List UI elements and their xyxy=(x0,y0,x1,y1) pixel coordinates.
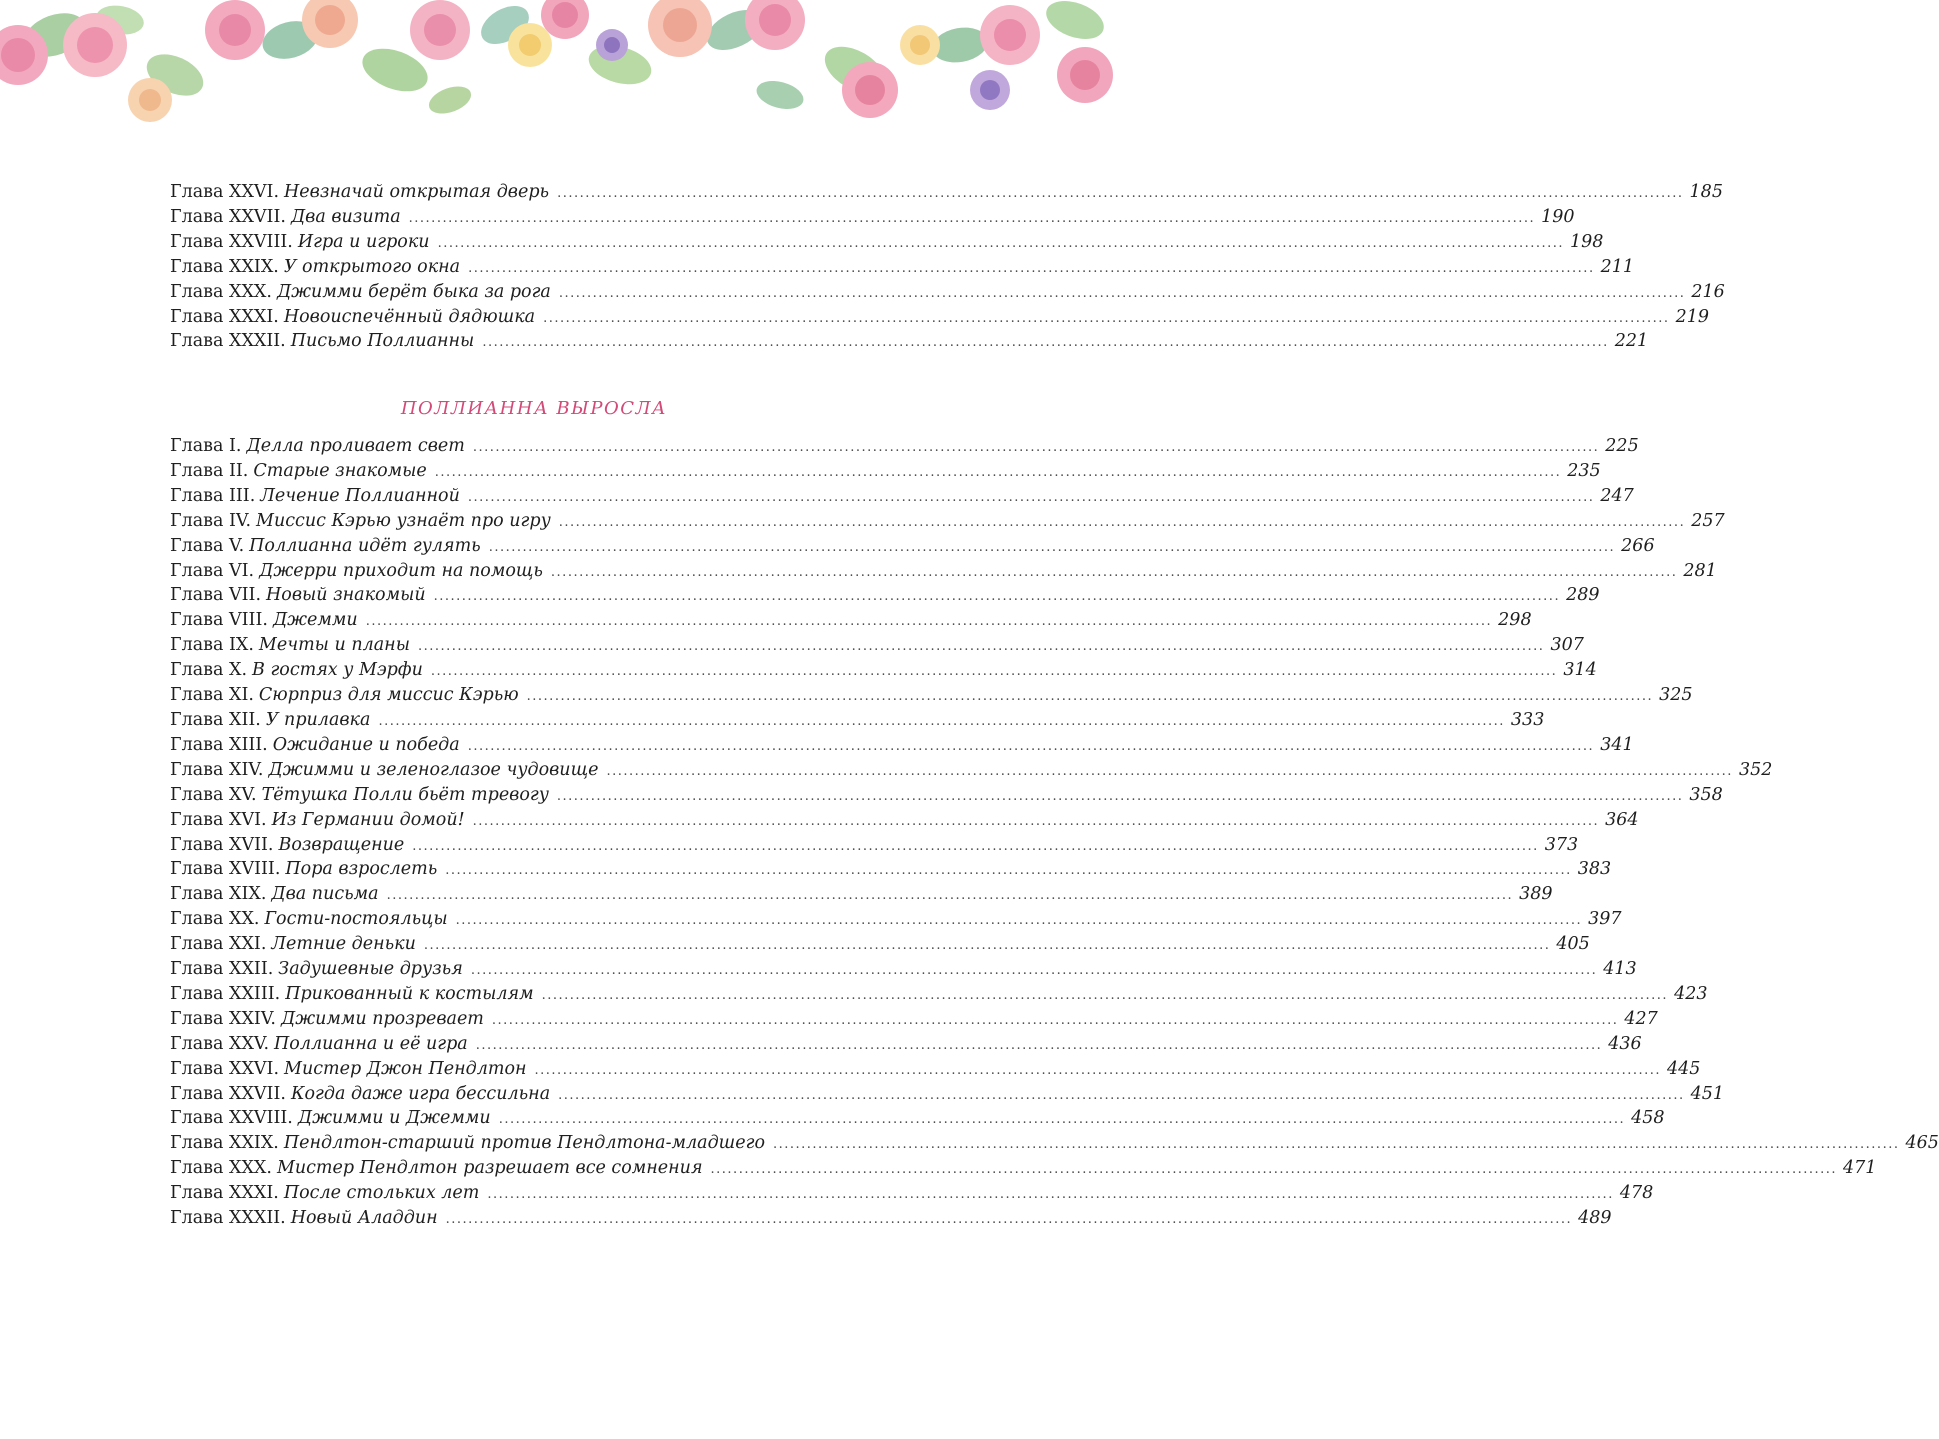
toc-entry xyxy=(170,708,1545,733)
chapter-label: Глава V. xyxy=(170,535,245,556)
dot-leader: ........................................................................................................................................................................................................ xyxy=(534,1062,1661,1078)
chapter-title: Два письма xyxy=(271,884,379,905)
dot-leader: ........................................................................................................................................................................................................ xyxy=(472,813,1600,829)
page-number: 314 xyxy=(1563,660,1597,681)
toc-entry xyxy=(170,1206,1612,1231)
chapter-label: Глава XI. xyxy=(170,685,254,706)
toc-entry xyxy=(170,205,1575,230)
toc-entry xyxy=(170,1181,1654,1206)
chapter-label: Глава XXVII. xyxy=(170,206,286,227)
dot-leader: ........................................................................................................................................................................................................ xyxy=(526,689,1654,705)
dot-leader: ........................................................................................................................................................................................................ xyxy=(470,963,1598,979)
chapter-title: Ожидание и победа xyxy=(272,734,460,755)
chapter-title: Джимми и Джемми xyxy=(297,1108,491,1129)
dot-leader: ........................................................................................................................................................................................................ xyxy=(365,614,1493,630)
chapter-label: Глава III. xyxy=(170,485,256,506)
chapter-label: Глава XXVIII. xyxy=(170,1108,293,1129)
chapter-label: Глава VII. xyxy=(170,585,262,606)
page-number: 216 xyxy=(1691,281,1725,302)
page-number: 383 xyxy=(1577,859,1612,880)
chapter-label: Глава XXIV. xyxy=(170,1008,276,1029)
page-number: 333 xyxy=(1510,709,1545,730)
dot-leader: ........................................................................................................................................................................................................ xyxy=(472,440,1600,455)
section-heading: ПОЛЛИАННА ВЫРОСЛА xyxy=(400,398,668,419)
chapter-label: Глава XXVI. xyxy=(170,182,280,202)
dot-leader: ........................................................................................................................................................................................................ xyxy=(498,1112,1626,1128)
chapter-title: Джемми xyxy=(272,610,358,631)
chapter-title: Письмо Поллианны xyxy=(290,331,475,352)
dot-leader: ........................................................................................................................................................................................................ xyxy=(606,763,1733,779)
page-number: 436 xyxy=(1608,1033,1642,1054)
page-number: 219 xyxy=(1675,306,1709,327)
page-number: 185 xyxy=(1689,182,1723,202)
page-number: 413 xyxy=(1603,959,1637,980)
toc-entry xyxy=(170,280,1725,305)
dot-leader: ........................................................................................................................................................................................................ xyxy=(467,738,1595,754)
chapter-label: Глава XXX. xyxy=(170,281,272,302)
dot-leader: ........................................................................................................................................................................................................ xyxy=(550,564,1678,580)
chapter-label: Глава XXVI. xyxy=(170,1058,280,1079)
toc-entry xyxy=(170,982,1708,1007)
chapter-title: Джимми берёт быка за рога xyxy=(276,281,551,302)
page-number: 489 xyxy=(1578,1208,1612,1229)
toc-entry xyxy=(170,559,1717,584)
page-number: 325 xyxy=(1659,685,1693,706)
chapter-title: Невзначай открытая дверь xyxy=(284,182,550,202)
page-number: 221 xyxy=(1614,331,1649,352)
dot-leader: ........................................................................................................................................................................................................ xyxy=(557,186,1684,201)
dot-leader: ........................................................................................................................................................................................................ xyxy=(455,913,1583,929)
dot-leader: ........................................................................................................................................................................................................ xyxy=(558,1087,1685,1103)
chapter-label: Глава IX. xyxy=(170,635,254,656)
chapter-title: Поллианна и её игра xyxy=(274,1033,468,1054)
chapter-label: Глава II. xyxy=(170,460,249,481)
dot-leader: ........................................................................................................................................................................................................ xyxy=(430,664,1558,680)
toc-entry xyxy=(170,434,1639,459)
page-number: 451 xyxy=(1690,1083,1725,1104)
toc-entry xyxy=(170,509,1725,534)
dot-leader: ........................................................................................................................................................................................................ xyxy=(710,1162,1837,1178)
page-number: 389 xyxy=(1519,884,1553,905)
chapter-title: Летние деньки xyxy=(271,934,416,955)
chapter-title: У прилавка xyxy=(265,709,371,730)
chapter-title: В гостях у Мэрфи xyxy=(252,660,423,681)
chapter-title: Из Германии домой! xyxy=(271,809,465,830)
chapter-label: Глава XXVIII. xyxy=(170,231,293,252)
dot-leader: ........................................................................................................................................................................................................ xyxy=(543,310,1670,326)
chapter-label: Глава XXIII. xyxy=(170,983,281,1004)
toc-list-part1 xyxy=(170,180,1725,354)
chapter-label: Глава IV. xyxy=(170,510,252,531)
toc-entry xyxy=(170,230,1604,255)
chapter-label: Глава XX. xyxy=(170,909,260,930)
toc-entry xyxy=(170,683,1693,708)
page-number: 364 xyxy=(1605,809,1639,830)
chapter-title: Тётушка Полли бьёт тревогу xyxy=(261,784,549,805)
dot-leader: ........................................................................................................................................................................................................ xyxy=(556,788,1684,804)
chapter-label: Глава VIII. xyxy=(170,610,268,631)
chapter-title: Когда даже игра бессильна xyxy=(290,1083,551,1104)
chapter-title: Джимми прозревает xyxy=(280,1008,484,1029)
page-number: 373 xyxy=(1544,834,1579,855)
chapter-label: Глава XII. xyxy=(170,709,261,730)
chapter-title: Сюрприз для миссис Кэрью xyxy=(258,685,519,706)
chapter-label: Глава XVII. xyxy=(170,834,274,855)
chapter-label: Глава XXXII. xyxy=(170,1208,286,1229)
toc-entry xyxy=(170,907,1622,932)
page-number: 198 xyxy=(1570,231,1604,252)
chapter-title: Мистер Пендлтон разрешает все сомнения xyxy=(276,1158,703,1179)
toc-entry xyxy=(170,583,1600,608)
dot-leader: ........................................................................................................................................................................................................ xyxy=(433,589,1561,605)
chapter-title: Прикованный к костылям xyxy=(285,983,534,1004)
toc-entry xyxy=(170,329,1649,354)
chapter-label: Глава XXXI. xyxy=(170,1183,279,1204)
chapter-label: Глава XXXII. xyxy=(170,331,286,352)
dot-leader: ........................................................................................................................................................................................................ xyxy=(467,489,1595,505)
dot-leader: ........................................................................................................................................................................................................ xyxy=(558,514,1686,530)
toc-entry xyxy=(170,1032,1642,1057)
chapter-label: Глава XV. xyxy=(170,784,257,805)
chapter-title: Новый Аладдин xyxy=(290,1208,438,1229)
dot-leader: ........................................................................................................................................................................................................ xyxy=(475,1037,1603,1053)
dot-leader: ........................................................................................................................................................................................................ xyxy=(488,539,1616,555)
chapter-title: Пендлтон-старший против Пендлтона-младшего xyxy=(283,1133,765,1154)
page-number: 247 xyxy=(1600,485,1634,506)
toc-entry xyxy=(170,857,1612,882)
toc-entry xyxy=(170,1082,1725,1107)
chapter-title: Джимми и зеленоглазое чудовище xyxy=(268,759,599,780)
page-number: 397 xyxy=(1588,909,1622,930)
dot-leader: ........................................................................................................................................................................................................ xyxy=(434,464,1562,480)
dot-leader: ........................................................................................................................................................................................................ xyxy=(417,639,1545,655)
toc-entry xyxy=(170,534,1655,559)
chapter-title: Делла проливает свет xyxy=(246,436,465,456)
dot-leader: ........................................................................................................................................................................................................ xyxy=(558,285,1686,301)
chapter-label: Глава XXXI. xyxy=(170,306,279,327)
page-number: 465 xyxy=(1905,1133,1939,1154)
chapter-label: Глава I. xyxy=(170,436,242,456)
toc-entry xyxy=(170,808,1639,833)
dot-leader: ........................................................................................................................................................................................................ xyxy=(437,235,1565,251)
page-number: 298 xyxy=(1498,610,1532,631)
dot-leader: ........................................................................................................................................................................................................ xyxy=(408,210,1536,226)
page-number: 358 xyxy=(1689,784,1723,805)
toc-entry xyxy=(170,833,1579,858)
chapter-title: Задушевные друзья xyxy=(278,959,463,980)
page-number: 307 xyxy=(1550,635,1584,656)
toc-entry xyxy=(170,1057,1701,1082)
toc-entry xyxy=(170,1007,1658,1032)
chapter-label: Глава XXI. xyxy=(170,934,267,955)
page-number: 405 xyxy=(1556,934,1590,955)
dot-leader: ........................................................................................................................................................................................................ xyxy=(491,1012,1619,1028)
chapter-title: Поллианна идёт гулять xyxy=(249,535,481,556)
toc-entry xyxy=(170,305,1709,330)
chapter-title: Старые знакомые xyxy=(253,460,427,481)
dot-leader: ........................................................................................................................................................................................................ xyxy=(482,335,1609,351)
page-number: 211 xyxy=(1600,256,1634,277)
dot-leader: ........................................................................................................................................................................................................ xyxy=(445,1212,1573,1228)
toc-entry xyxy=(170,957,1637,982)
chapter-label: Глава XIV. xyxy=(170,759,264,780)
chapter-title: Пора взрослеть xyxy=(285,859,438,880)
dot-leader: ........................................................................................................................................................................................................ xyxy=(378,713,1505,729)
page-number: 341 xyxy=(1600,734,1634,755)
dot-leader: ........................................................................................................................................................................................................ xyxy=(445,863,1572,879)
dot-leader: ........................................................................................................................................................................................................ xyxy=(423,938,1551,954)
toc-entry xyxy=(170,180,1723,205)
toc-entry xyxy=(170,733,1634,758)
chapter-label: Глава X. xyxy=(170,660,248,681)
page-number: 289 xyxy=(1566,585,1600,606)
chapter-title: Новый знакомый xyxy=(266,585,426,606)
chapter-title: Возвращение xyxy=(278,834,405,855)
chapter-label: Глава XXX. xyxy=(170,1158,272,1179)
dot-leader: ........................................................................................................................................................................................................ xyxy=(487,1187,1614,1203)
page-number: 427 xyxy=(1624,1008,1658,1029)
chapter-label: Глава XXIX. xyxy=(170,1133,279,1154)
page-number: 471 xyxy=(1843,1158,1877,1179)
toc-entry xyxy=(170,783,1723,808)
page-number: 458 xyxy=(1631,1108,1665,1129)
toc-entry xyxy=(170,758,1773,783)
toc-entry xyxy=(170,932,1590,957)
chapter-title: Два визита xyxy=(290,206,401,227)
page-number: 257 xyxy=(1691,510,1725,531)
chapter-title: Джерри приходит на помощь xyxy=(259,560,543,581)
dot-leader: ........................................................................................................................................................................................................ xyxy=(412,838,1539,854)
page-number: 352 xyxy=(1738,759,1773,780)
toc-entry xyxy=(170,255,1634,280)
chapter-label: Глава XXV. xyxy=(170,1033,270,1054)
page-number: 445 xyxy=(1667,1058,1701,1079)
toc-entry xyxy=(170,1131,1939,1156)
chapter-label: Глава XVIII. xyxy=(170,859,281,880)
toc-entry xyxy=(170,459,1601,484)
page-number: 235 xyxy=(1567,460,1601,481)
dot-leader: ........................................................................................................................................................................................................ xyxy=(468,260,1595,276)
page-number: 266 xyxy=(1621,535,1655,556)
toc-entry xyxy=(170,633,1584,658)
page-number: 478 xyxy=(1619,1183,1654,1204)
page-number: 225 xyxy=(1605,436,1639,456)
flower-border xyxy=(0,0,1100,135)
dot-leader: ........................................................................................................................................................................................................ xyxy=(386,888,1514,904)
chapter-label: Глава XIX. xyxy=(170,884,267,905)
chapter-title: Новоиспечённый дядюшка xyxy=(283,306,536,327)
chapter-title: Мистер Джон Пендлтон xyxy=(284,1058,527,1079)
toc-entry xyxy=(170,484,1634,509)
chapter-label: Глава VI. xyxy=(170,560,255,581)
chapter-title: Игра и игроки xyxy=(297,231,430,252)
toc-entry xyxy=(170,1106,1665,1131)
toc-entry xyxy=(170,882,1553,907)
chapter-label: Глава XXII. xyxy=(170,959,274,980)
chapter-title: Гости-постояльцы xyxy=(264,909,448,930)
chapter-title: После стольких лет xyxy=(283,1183,480,1204)
chapter-title: Мечты и планы xyxy=(258,635,410,656)
chapter-label: Глава XXVII. xyxy=(170,1083,286,1104)
chapter-label: Глава XIII. xyxy=(170,734,268,755)
toc-list-part2 xyxy=(170,434,1939,1231)
chapter-label: Глава XVI. xyxy=(170,809,267,830)
page-number: 190 xyxy=(1541,206,1575,227)
chapter-label: Глава XXIX. xyxy=(170,256,279,277)
dot-leader: ........................................................................................................................................................................................................ xyxy=(541,987,1669,1003)
chapter-title: Миссис Кэрью узнаёт про игру xyxy=(256,510,551,531)
page-number: 423 xyxy=(1674,983,1708,1004)
chapter-title: У открытого окна xyxy=(283,256,461,277)
toc-entry xyxy=(170,1156,1877,1181)
dot-leader: ........................................................................................................................................................................................................ xyxy=(773,1137,1900,1153)
chapter-title: Лечение Поллианной xyxy=(260,485,460,506)
toc-entry xyxy=(170,608,1532,633)
toc-entry xyxy=(170,658,1597,683)
page-number: 281 xyxy=(1683,560,1717,581)
